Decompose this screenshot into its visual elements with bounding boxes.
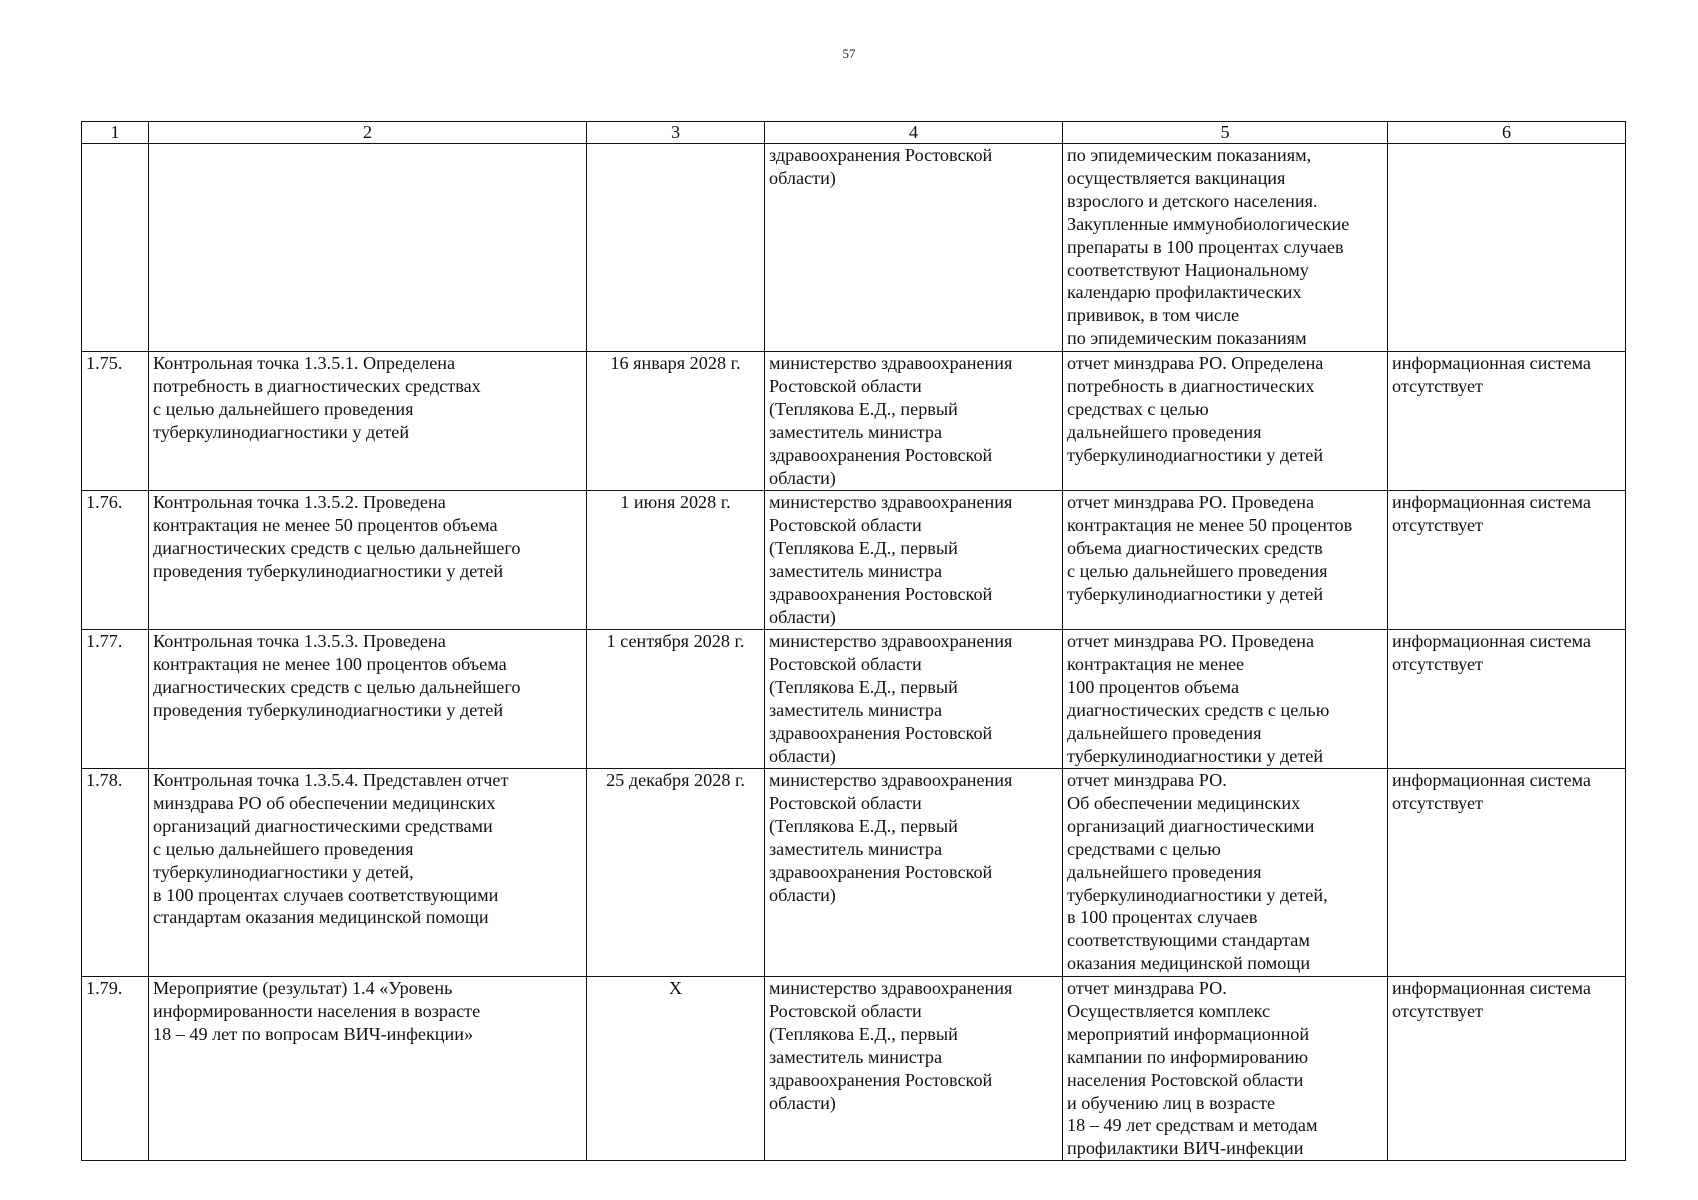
row-info-system: информационная система отсутствует [1388,977,1626,1161]
row-responsible: министерство здравоохранения Ростовской области (Теплякова Е.Д., первый заместитель министра здравоохранения Ростовской области) [765,352,1063,491]
col-header-3: 3 [587,122,765,144]
row-date [587,144,765,352]
col-header-1: 1 [82,122,149,144]
row-info-system [1388,144,1626,352]
row-description: Контрольная точка 1.3.5.2. Проведена контрактация не менее 50 процентов объема диагностических средств с целью дальнейшего проведения туберкулинодиагностики у детей [149,491,587,630]
table-row [82,630,1626,769]
row-date: 25 декабря 2028 г. [587,769,765,977]
col-header-2: 2 [149,122,587,144]
row-responsible: здравоохранения Ростовской области) [765,144,1063,352]
row-info-system: информационная система отсутствует [1388,769,1626,977]
col-header-6: 6 [1388,122,1626,144]
row-description: Контрольная точка 1.3.5.4. Представлен отчет минздрава РО об обеспечении медицинских организаций диагностическими средствами с целью дальнейшего проведения туберкулинодиагностики у детей, в 100 процентах случаев соответствующими стандартам оказания медицинской помощи [149,769,587,977]
page-number: 57 [842,46,856,61]
table-row [82,144,1626,352]
table-row [82,491,1626,630]
row-info-system: информационная система отсутствует [1388,630,1626,769]
col-header-5: 5 [1063,122,1388,144]
row-info-system: информационная система отсутствует [1388,352,1626,491]
row-date: 1 сентября 2028 г. [587,630,765,769]
row-result: отчет минздрава РО. Определена потребность в диагностических средствах с целью дальнейшего проведения туберкулинодиагностики у детей [1063,352,1388,491]
row-date: X [587,977,765,1161]
row-description [149,144,587,352]
row-number: 1.75. [82,352,149,491]
table-row [82,977,1626,1161]
row-number: 1.79. [82,977,149,1161]
table-row [82,352,1626,491]
row-result: отчет минздрава РО. Осуществляется комплекс мероприятий информационной кампании по информированию населения Ростовской области и обучению лиц в возрасте 18 – 49 лет средствам и методам профилактики ВИЧ-инфекции [1063,977,1388,1161]
header-row [82,122,1626,144]
row-number: 1.77. [82,630,149,769]
row-description: Контрольная точка 1.3.5.3. Проведена контрактация не менее 100 процентов объема диагностических средств с целью дальнейшего проведения туберкулинодиагностики у детей [149,630,587,769]
row-info-system: информационная система отсутствует [1388,491,1626,630]
row-date: 1 июня 2028 г. [587,491,765,630]
col-header-4: 4 [765,122,1063,144]
row-responsible: министерство здравоохранения Ростовской области (Теплякова Е.Д., первый заместитель министра здравоохранения Ростовской области) [765,769,1063,977]
row-result: по эпидемическим показаниям, осуществляется вакцинация взрослого и детского населения. Закупленные иммунобиологические препараты в 100 процентах случаев соответствуют Национальному календарю профилактических прививок, в том числе по эпидемическим показаниям [1063,144,1388,352]
plan-table [81,121,1626,1161]
row-number: 1.78. [82,769,149,977]
row-responsible: министерство здравоохранения Ростовской области (Теплякова Е.Д., первый заместитель министра здравоохранения Ростовской области) [765,491,1063,630]
table-row [82,769,1626,977]
row-result: отчет минздрава РО. Об обеспечении медицинских организаций диагностическими средствами с целью дальнейшего проведения туберкулинодиагностики у детей, в 100 процентах случаев соответствующими стандартам оказания медицинской помощи [1063,769,1388,977]
row-number: 1.76. [82,491,149,630]
row-description: Контрольная точка 1.3.5.1. Определена потребность в диагностических средствах с целью дальнейшего проведения туберкулинодиагностики у детей [149,352,587,491]
row-responsible: министерство здравоохранения Ростовской области (Теплякова Е.Д., первый заместитель министра здравоохранения Ростовской области) [765,977,1063,1161]
row-number [82,144,149,352]
row-result: отчет минздрава РО. Проведена контрактация не менее 50 процентов объема диагностических средств с целью дальнейшего проведения туберкулинодиагностики у детей [1063,491,1388,630]
row-responsible: министерство здравоохранения Ростовской области (Теплякова Е.Д., первый заместитель министра здравоохранения Ростовской области) [765,630,1063,769]
row-description: Мероприятие (результат) 1.4 «Уровень информированности населения в возрасте 18 – 49 лет по вопросам ВИЧ-инфекции» [149,977,587,1161]
row-result: отчет минздрава РО. Проведена контрактация не менее 100 процентов объема диагностических средств с целью дальнейшего проведения туберкулинодиагностики у детей [1063,630,1388,769]
row-date: 16 января 2028 г. [587,352,765,491]
